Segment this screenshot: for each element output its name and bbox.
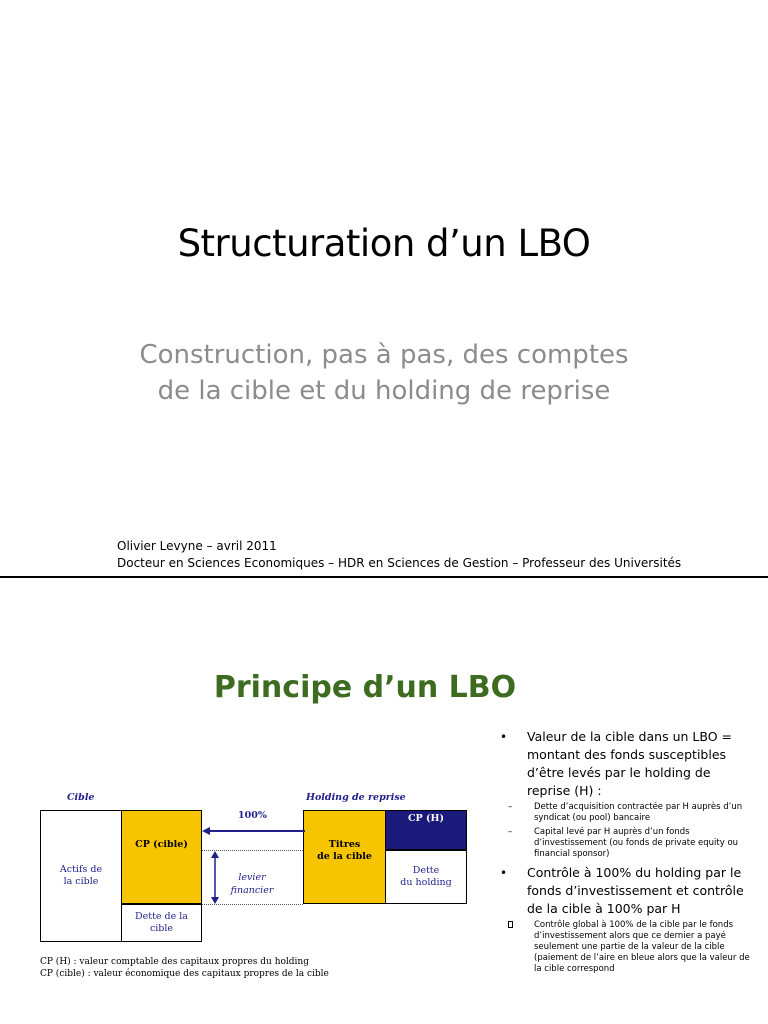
slide2-title: Principe d’un LBO	[213, 670, 517, 705]
dette-holding-box	[385, 850, 467, 904]
author-block	[117, 538, 681, 572]
dette-h-line-1: Dette	[412, 865, 440, 876]
actifs-line-2: la cible	[63, 876, 99, 887]
dash-icon: –	[508, 827, 513, 837]
bullet-dot-icon: •	[500, 866, 508, 880]
dette-h-line-2: du holding	[400, 877, 452, 888]
diagram-legend	[40, 956, 329, 980]
dette-cible-box: Dette de la cible	[121, 904, 202, 942]
levier-line-1: levier	[238, 872, 266, 883]
cible-label: Cible	[67, 792, 95, 803]
titres-line-2: de la cible	[317, 851, 372, 862]
legend-line-1: CP (H) : valeur comptable des capitaux propres du holding	[40, 957, 309, 967]
levier-label	[222, 871, 282, 897]
principe-slide	[0, 578, 768, 1024]
control-arrow	[202, 827, 305, 835]
legend-line-2: CP (cible) : valeur économique des capitaux propres de la cible	[40, 969, 329, 979]
titres-line-1: Titres	[328, 839, 361, 850]
lbo-diagram	[0, 578, 480, 1024]
sub-bullet-item	[500, 802, 750, 824]
sub-bullet-text: Dette d’acquisition contractée par H auprès d’un syndicat (ou pool) bancaire	[534, 802, 743, 823]
square-bullet-icon	[508, 921, 513, 928]
percent-label: 100%	[238, 810, 267, 821]
levier-line-2: financier	[230, 885, 274, 896]
sub-bullet-list	[500, 802, 750, 860]
bullet-item	[500, 728, 750, 800]
author-credentials: Docteur en Sciences Economiques – HDR en Sciences de Gestion – Professeur des Universités	[117, 556, 682, 570]
titres-cible-box	[303, 810, 386, 904]
slide-title: Structuration d’un LBO	[177, 222, 591, 265]
subtitle-line-2: de la cible et du holding de reprise	[157, 376, 611, 406]
dash-icon: –	[508, 802, 513, 812]
bullet-dot-icon: •	[500, 730, 508, 744]
sub-bullet-text: Capital levé par H auprès d’un fonds d’investissement (ou fonds de private equity ou financial sponsor)	[534, 827, 739, 859]
bullet-text: Valeur de la cible dans un LBO = montant des fonds susceptibles d’être levés par le holding de reprise (H) :	[527, 729, 732, 798]
holding-label: Holding de reprise	[306, 792, 406, 803]
author-name: Olivier Levyne – avril 2011	[117, 539, 277, 553]
dotted-guide-bottom	[202, 904, 303, 905]
bullet-list	[500, 728, 750, 979]
slide-subtitle	[100, 337, 668, 409]
cp-holding-box: CP (H)	[385, 810, 467, 850]
bullet-text: Contrôle à 100% du holding par le fonds d’investissement et contrôle de la cible à 100% par H	[527, 865, 744, 916]
bullet-item	[500, 864, 750, 918]
cp-cible-box: CP (cible)	[121, 810, 202, 904]
sub-bullet-item	[500, 920, 750, 975]
subtitle-line-1: Construction, pas à pas, des comptes	[139, 340, 629, 370]
dotted-guide-top	[202, 850, 303, 851]
sub-bullet-item	[500, 827, 750, 860]
leverage-arrow	[211, 851, 219, 904]
actifs-line-1: Actifs de	[59, 864, 103, 875]
sub-bullet-text: Contrôle global à 100% de la cible par le fonds d’investissement alors que ce dernier a payé seulement une partie de la valeur de la cible (paiement de l’aire en bleue alors que la valeur de la cible correspond	[534, 920, 750, 974]
sub-bullet-list	[500, 920, 750, 975]
